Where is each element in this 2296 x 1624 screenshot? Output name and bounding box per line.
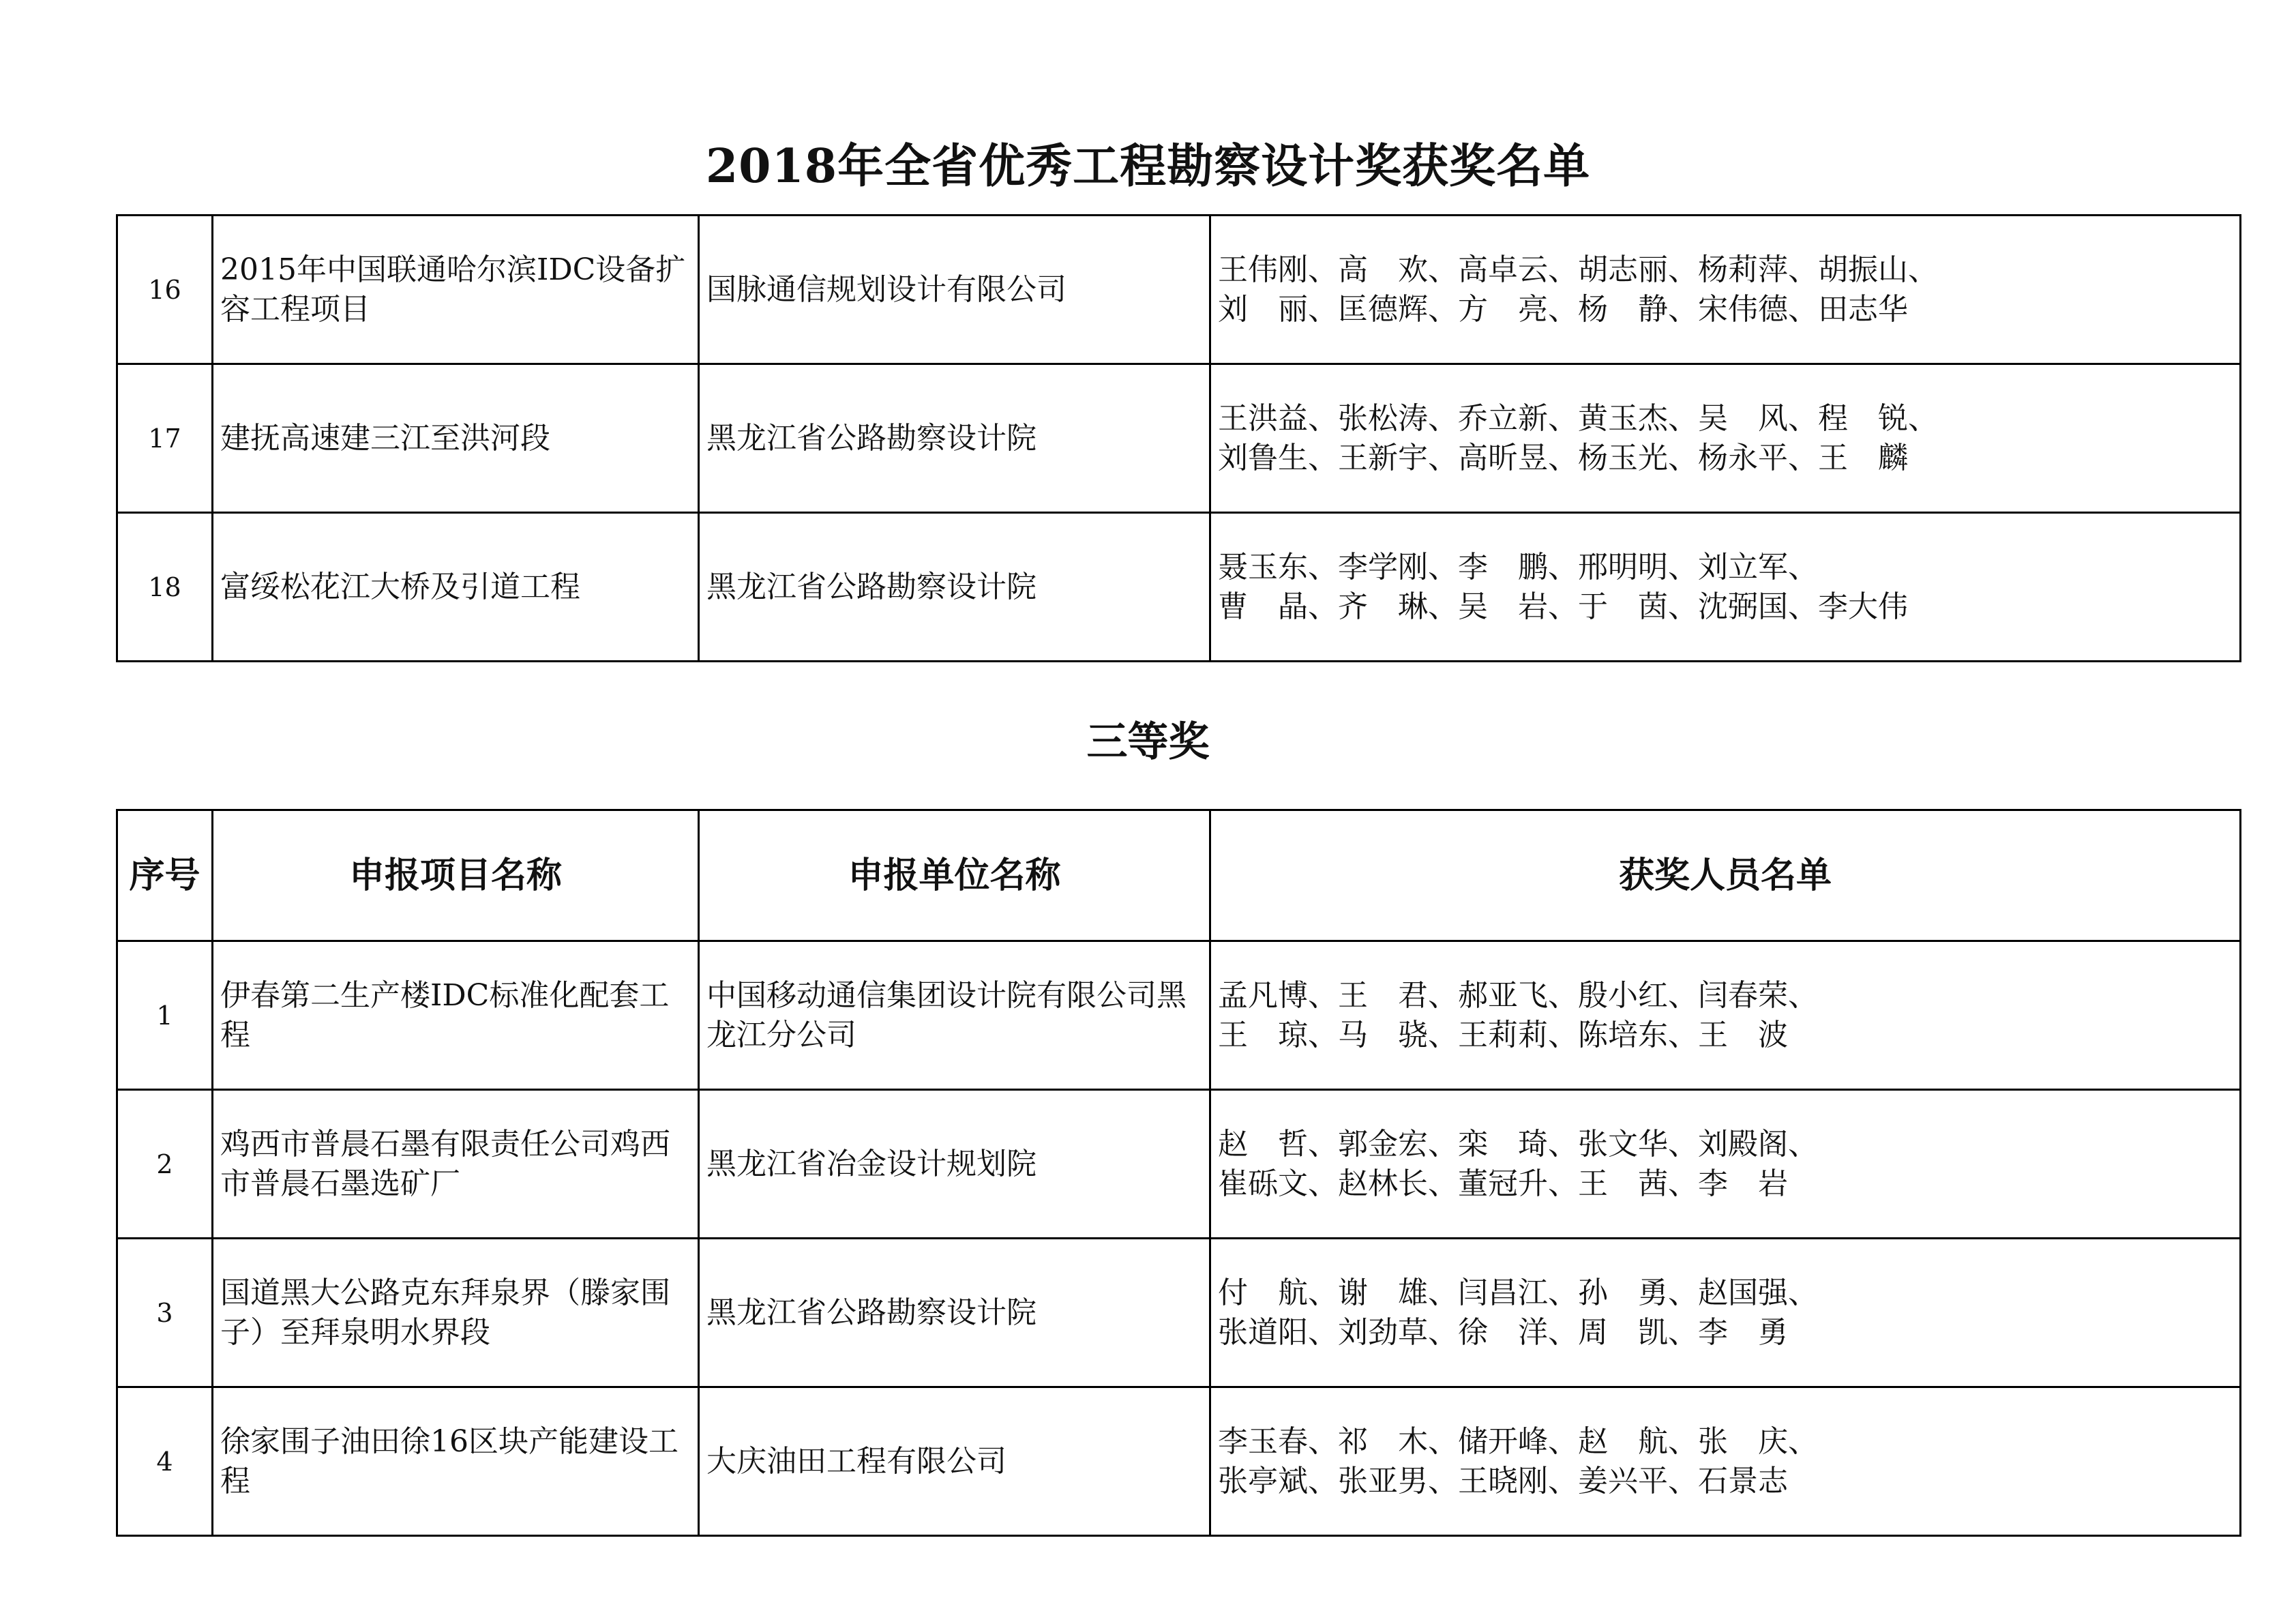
award-people (1210, 1387, 2241, 1536)
people-line: 张道阳、刘劲草、徐 洋、周 凯、李 勇 (1218, 1314, 1788, 1350)
award-people (1210, 513, 2241, 662)
table-row (117, 364, 2241, 513)
unit-name: 中国移动通信集团设计院有限公司黑龙江分公司 (699, 941, 1210, 1090)
row-number: 16 (117, 216, 213, 364)
table-row (117, 1387, 2241, 1536)
project-name: 伊春第二生产楼IDC标准化配套工程 (213, 941, 699, 1090)
people-line: 王洪益、张松涛、乔立新、黄玉杰、吴 风、程 锐、 (1218, 400, 1938, 436)
second-prize-continued-table (116, 214, 2241, 662)
page-title: 2018年全省优秀工程勘察设计奖获奖名单 (705, 139, 1591, 194)
row-number: 18 (117, 513, 213, 662)
third-prize-table (116, 809, 2241, 1537)
table-row (117, 1090, 2241, 1239)
people-line: 李玉春、祁 木、储开峰、赵 航、张 庆、 (1218, 1423, 1818, 1459)
award-people (1210, 216, 2241, 364)
table-row (117, 513, 2241, 662)
row-number: 4 (117, 1387, 213, 1536)
award-people (1210, 941, 2241, 1090)
unit-name: 黑龙江省公路勘察设计院 (699, 1239, 1210, 1387)
row-number: 2 (117, 1090, 213, 1239)
unit-name: 国脉通信规划设计有限公司 (699, 216, 1210, 364)
table-row (117, 941, 2241, 1090)
table-row (117, 1239, 2241, 1387)
row-number: 3 (117, 1239, 213, 1387)
project-name: 富绥松花江大桥及引道工程 (213, 513, 699, 662)
project-name: 徐家围子油田徐16区块产能建设工程 (213, 1387, 699, 1536)
row-number: 17 (117, 364, 213, 513)
people-line: 王 琼、马 骁、王莉莉、陈培东、王 波 (1218, 1017, 1788, 1052)
people-line: 付 航、谢 雄、闫昌江、孙 勇、赵国强、 (1218, 1275, 1818, 1310)
people-line: 赵 哲、郭金宏、栾 琦、张文华、刘殿阁、 (1218, 1126, 1818, 1162)
people-line: 王伟刚、高 欢、高卓云、胡志丽、杨莉萍、胡振山、 (1218, 252, 1938, 287)
table-row (117, 216, 2241, 364)
unit-name: 黑龙江省公路勘察设计院 (699, 513, 1210, 662)
row-number: 1 (117, 941, 213, 1090)
project-name: 建抚高速建三江至洪河段 (213, 364, 699, 513)
header-unit: 申报单位名称 (699, 810, 1210, 941)
unit-name: 黑龙江省公路勘察设计院 (699, 364, 1210, 513)
header-people: 获奖人员名单 (1210, 810, 2241, 941)
award-people (1210, 364, 2241, 513)
third-prize-heading: 三等奖 (1086, 718, 1210, 766)
project-name: 国道黑大公路克东拜泉界（滕家围子）至拜泉明水界段 (213, 1239, 699, 1387)
unit-name: 黑龙江省冶金设计规划院 (699, 1090, 1210, 1239)
header-no: 序号 (117, 810, 213, 941)
header-project: 申报项目名称 (213, 810, 699, 941)
people-line: 孟凡博、王 君、郝亚飞、殷小红、闫春荣、 (1218, 977, 1818, 1013)
award-people (1210, 1239, 2241, 1387)
award-people (1210, 1090, 2241, 1239)
people-line: 张亭斌、张亚男、王晓刚、姜兴平、石景志 (1218, 1463, 1788, 1498)
people-line: 聂玉东、李学刚、李 鹏、邢明明、刘立军、 (1218, 549, 1818, 585)
people-line: 曹 晶、齐 琳、吴 岩、于 茵、沈弼国、李大伟 (1218, 589, 1908, 624)
project-name: 鸡西市普晨石墨有限责任公司鸡西市普晨石墨选矿厂 (213, 1090, 699, 1239)
people-line: 崔砾文、赵林长、董冠升、王 茜、李 岩 (1218, 1166, 1788, 1201)
project-name: 2015年中国联通哈尔滨IDC设备扩容工程项目 (213, 216, 699, 364)
people-line: 刘 丽、匡德辉、方 亮、杨 静、宋伟德、田志华 (1218, 291, 1908, 327)
table-header-row (117, 810, 2241, 941)
people-line: 刘鲁生、王新宇、高昕昱、杨玉光、杨永平、王 麟 (1218, 440, 1908, 475)
unit-name: 大庆油田工程有限公司 (699, 1387, 1210, 1536)
